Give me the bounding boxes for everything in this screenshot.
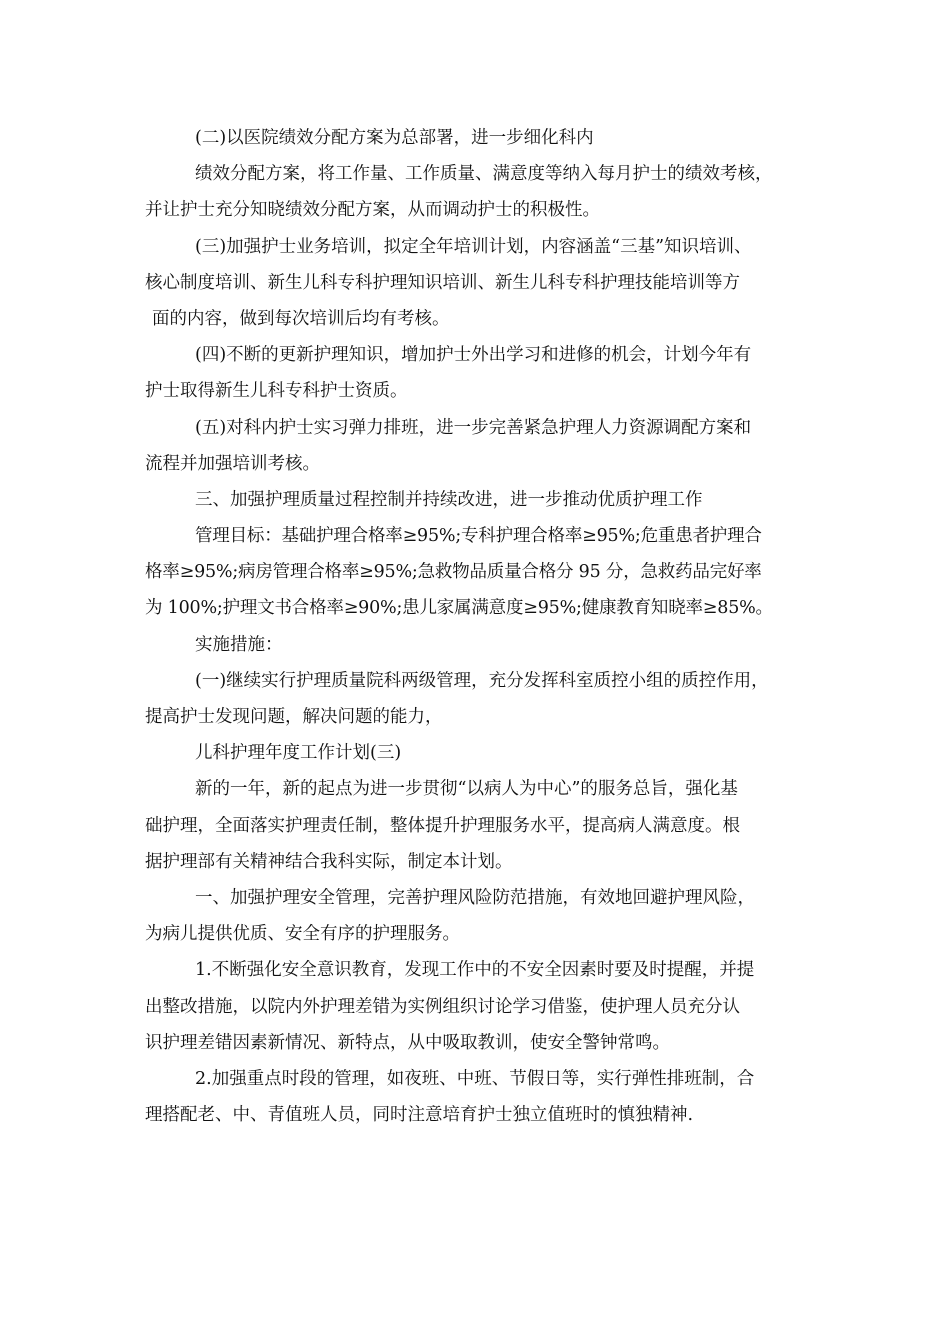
paragraph-line: 核心制度培训、新生儿科专科护理知识培训、新生儿科专科护理技能培训等方 [145, 272, 740, 293]
paragraph-line: 为病儿提供优质、安全有序的护理服务。 [145, 924, 460, 945]
paragraph-line: 识护理差错因素新情况、新特点，从中吸取教训，使安全警钟常鸣。 [145, 1032, 670, 1053]
paragraph-line: 础护理，全面落实护理责任制，整体提升护理服务水平，提高病人满意度。根 [145, 815, 740, 836]
paragraph-line: 2.加强重点时段的管理，如夜班、中班、节假日等，实行弹性排班制，合 [195, 1068, 755, 1089]
paragraph-line: 1.不断强化安全意识教育，发现工作中的不安全因素时要及时提醒，并提 [195, 960, 755, 981]
paragraph-line: 格率≥95%;病房管理合格率≥95%;急救物品质量合格分 95 分，急救药品完好率 [145, 562, 762, 583]
paragraph-line: (二)以医院绩效分配方案为总部署，进一步细化科内 [195, 128, 594, 148]
paragraph-line: 实施措施： [195, 634, 283, 655]
paragraph-line: 护士取得新生儿科专科护士资质。 [145, 381, 408, 402]
paragraph-line: (五)对科内护士实习弹力排班，进一步完善紧急护理人力资源调配方案和 [195, 417, 752, 438]
paragraph-line: (三)加强护士业务培训，拟定全年培训计划，内容涵盖“三基”知识培训、 [195, 236, 752, 257]
section-heading: 一、加强护理安全管理，完善护理风险防范措施，有效地回避护理风险， [195, 887, 755, 908]
paragraph-line: 新的一年，新的起点为进一步贯彻“以病人为中心”的服务总旨，强化基 [195, 779, 738, 800]
paragraph-line: 出整改措施，以院内外护理差错为实例组织讨论学习借鉴，使护理人员充分认 [145, 996, 740, 1017]
paragraph-line: 为 100%;护理文书合格率≥90%;患儿家属满意度≥95%;健康教育知晓率≥85%。 [145, 598, 773, 619]
paragraph-line: 据护理部有关精神结合我科实际，制定本计划。 [145, 851, 513, 872]
paragraph-line: 提高护士发现问题，解决问题的能力， [145, 707, 443, 727]
paragraph-line: 流程并加强培训考核。 [145, 453, 320, 474]
document-body [145, 120, 815, 1133]
paragraph-line: 绩效分配方案，将工作量、工作质量、满意度等纳入每月护士的绩效考核， [195, 164, 773, 185]
paragraph-line: 管理目标：基础护理合格率≥95%;专科护理合格率≥95%;危重患者护理合 [195, 526, 762, 547]
paragraph-line: (一)继续实行护理质量院科两级管理，充分发挥科室质控小组的质控作用， [195, 670, 769, 691]
section-heading: 三、加强护理质量过程控制并持续改进，进一步推动优质护理工作 [195, 489, 703, 510]
paragraph-line: 面的内容，做到每次培训后均有考核。 [152, 308, 450, 329]
paragraph-line: (四)不断的更新护理知识，增加护士外出学习和进修的机会，计划今年有 [195, 345, 752, 366]
paragraph-line: 并让护士充分知晓绩效分配方案，从而调动护士的积极性。 [145, 200, 600, 221]
paragraph-line: 理搭配老、中、青值班人员，同时注意培育护士独立值班时的慎独精神. [145, 1105, 694, 1126]
section-title: 儿科护理年度工作计划(三) [195, 743, 402, 764]
